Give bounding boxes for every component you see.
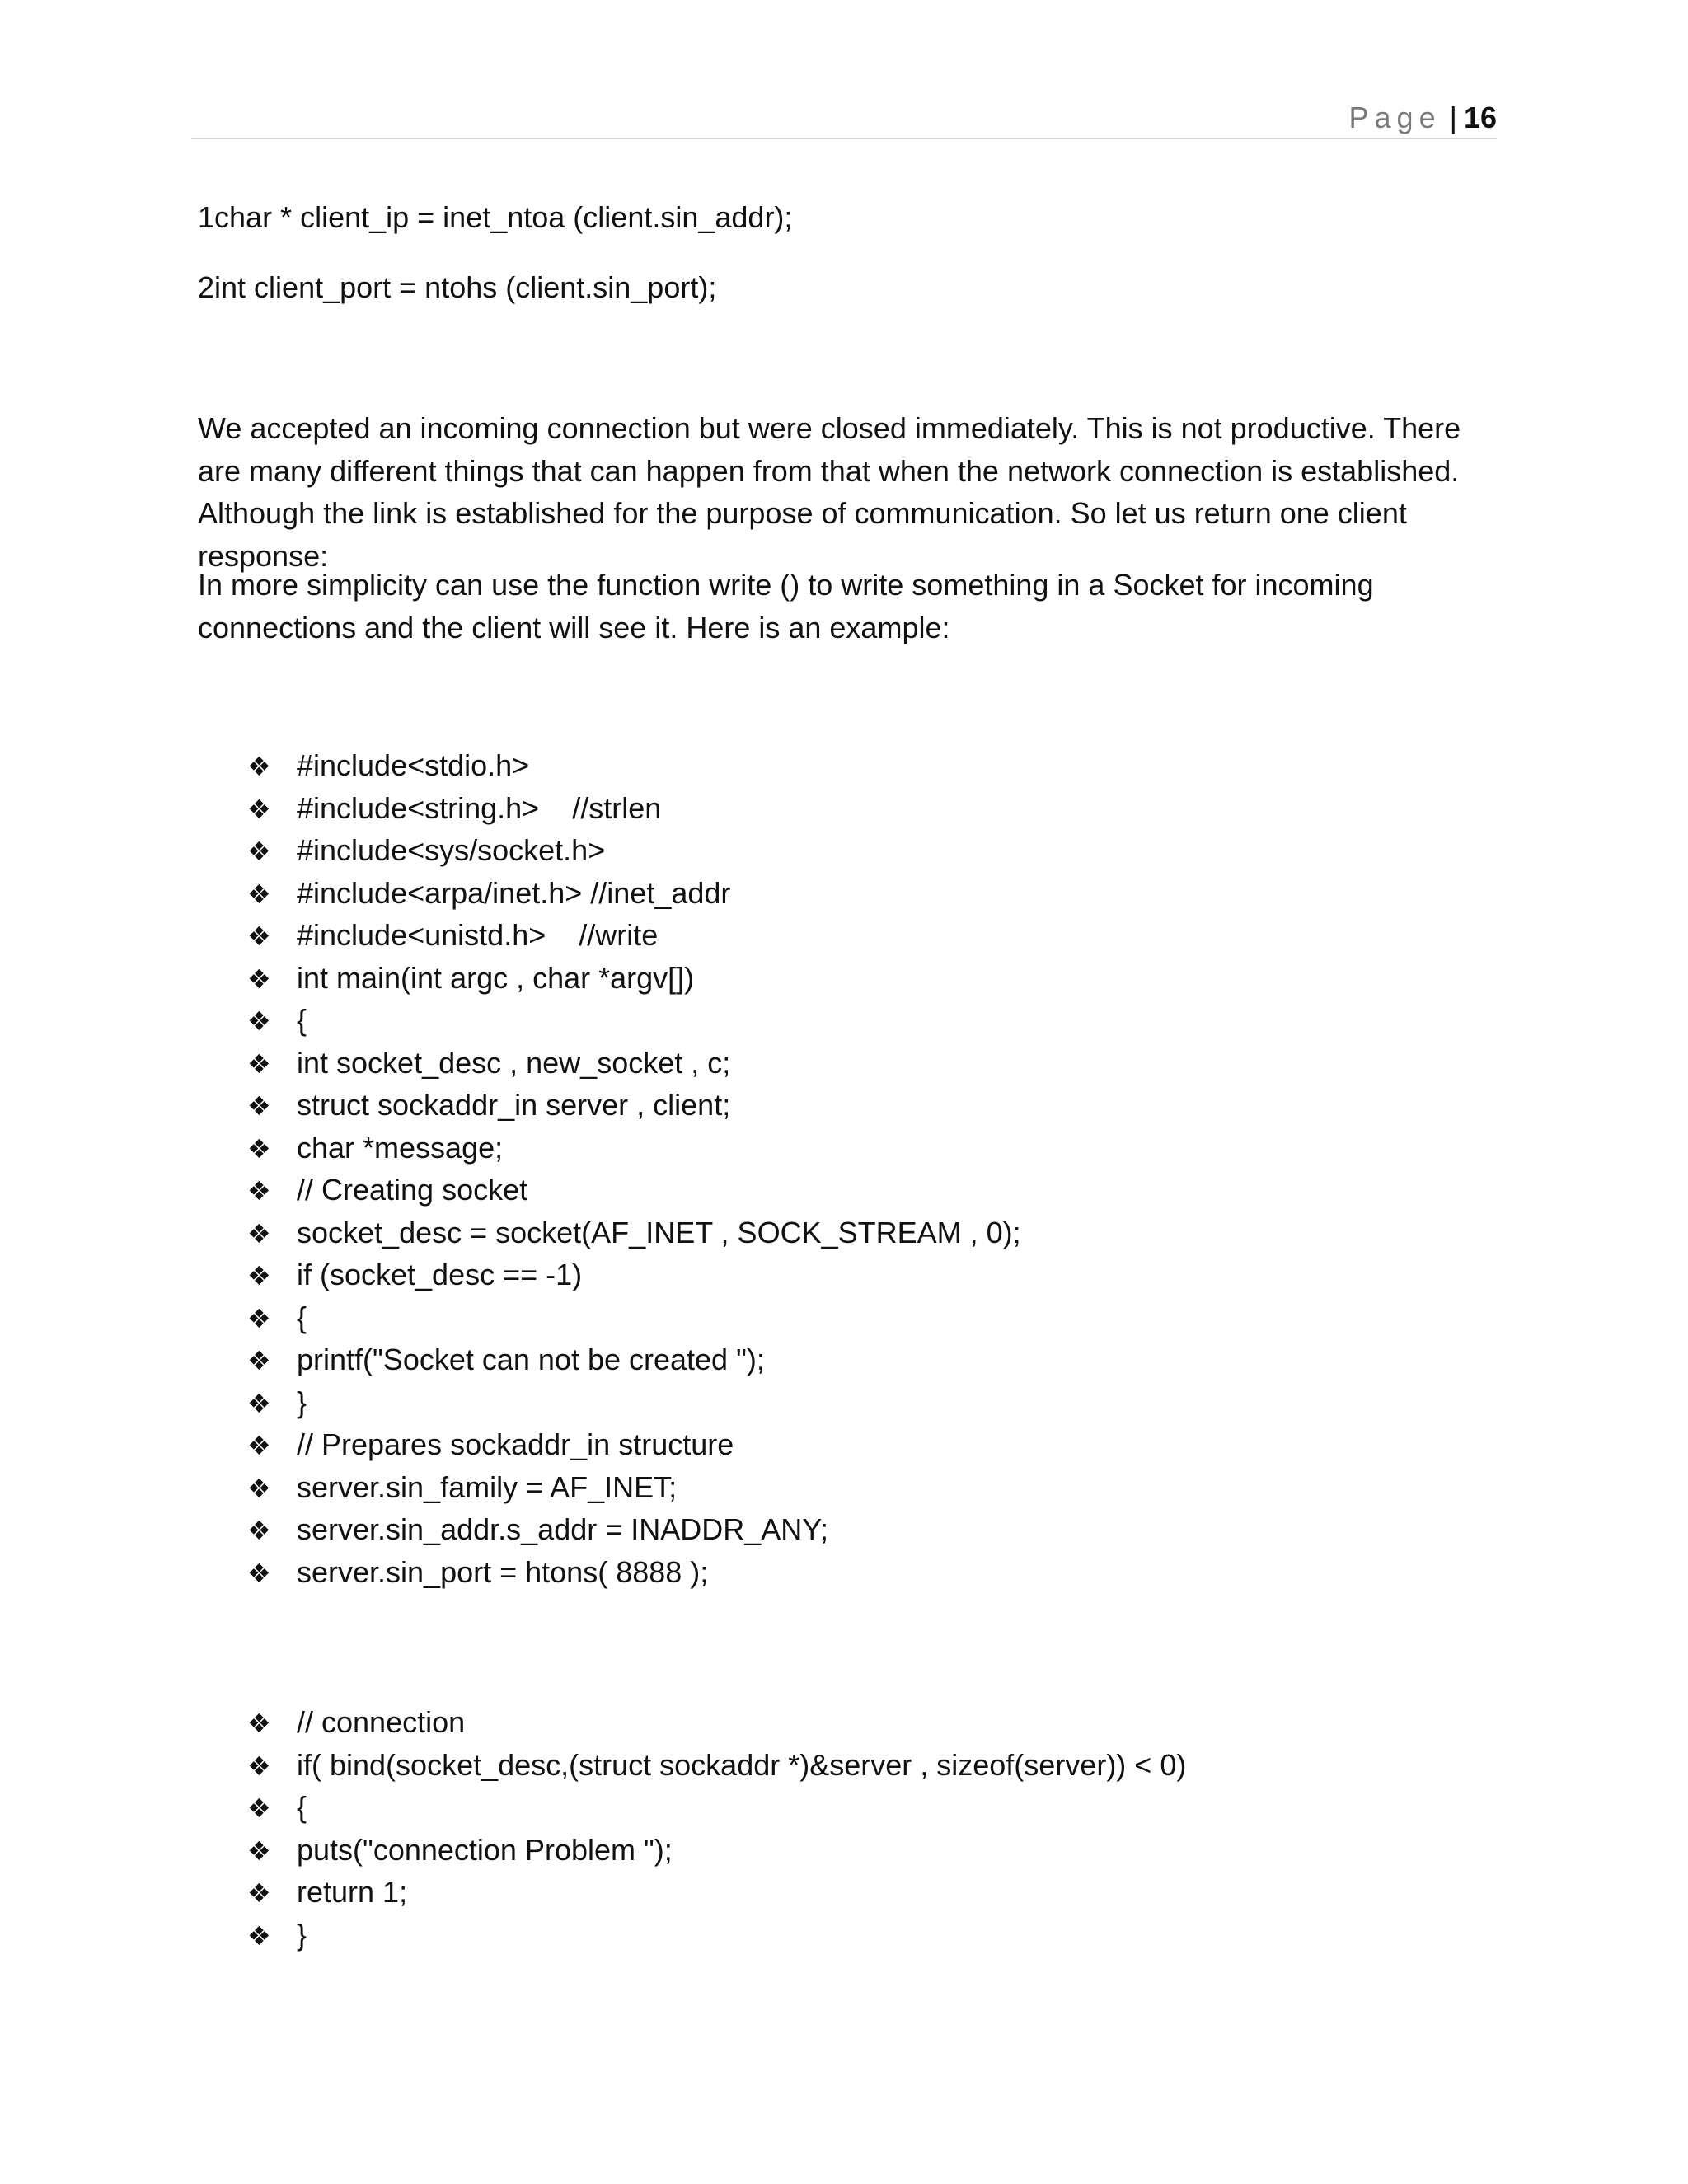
code-text: if (socket_desc == -1) [297, 1258, 583, 1291]
code-text: #include<stdio.h> [297, 748, 530, 782]
diamond-bullet-icon: ❖ [247, 963, 271, 994]
list-item [247, 1701, 1186, 1744]
list-item [247, 1042, 1021, 1085]
list-item [247, 1423, 1021, 1466]
code-text: // connection [297, 1705, 466, 1739]
list-item [247, 1084, 1021, 1127]
code-line-client-port: 2int client_port = ntohs (client.sin_port); [198, 270, 717, 304]
list-item [247, 957, 1021, 1000]
list-item [247, 1381, 1021, 1424]
list-item [247, 999, 1021, 1042]
list-item [247, 1338, 1021, 1381]
diamond-bullet-icon: ❖ [247, 1261, 271, 1291]
page-label: Page [1348, 101, 1442, 134]
code-text: char *message; [297, 1130, 504, 1165]
code-text: } [297, 1385, 307, 1419]
list-item [247, 914, 1021, 957]
code-text: socket_desc = socket(AF_INET , SOCK_STREAM , 0); [297, 1215, 1021, 1249]
code-bullet-list-2 [247, 1701, 1186, 1956]
code-text: { [297, 1003, 307, 1037]
code-text: #include<string.h> //strlen [297, 790, 662, 825]
code-line-client-ip: 1char * client_ip = inet_ntoa (client.sin_addr); [198, 200, 793, 234]
list-item [247, 787, 1021, 830]
list-item [247, 1914, 1186, 1957]
diamond-bullet-icon: ❖ [247, 1218, 271, 1249]
code-text: server.sin_family = AF_INET; [297, 1469, 678, 1504]
code-text: int main(int argc , char *argv[]) [297, 960, 695, 995]
diamond-bullet-icon: ❖ [247, 1006, 271, 1036]
list-item [247, 1254, 1021, 1296]
header-rule [191, 138, 1497, 139]
code-text: struct sockaddr_in server , client; [297, 1088, 731, 1122]
diamond-bullet-icon: ❖ [247, 1708, 271, 1738]
code-text: // Creating socket [297, 1173, 528, 1207]
code-text: return 1; [297, 1875, 408, 1909]
list-item [247, 829, 1021, 872]
diamond-bullet-icon: ❖ [247, 794, 271, 824]
code-text: printf("Socket can not be created "); [297, 1343, 765, 1376]
code-text: } [297, 1917, 307, 1952]
code-text: server.sin_port = htons( 8888 ); [297, 1554, 709, 1589]
code-text: int socket_desc , new_socket , c; [297, 1045, 731, 1080]
page-number: 16 [1463, 101, 1497, 134]
list-item [247, 1127, 1021, 1169]
diamond-bullet-icon: ❖ [247, 879, 271, 909]
code-text: // Prepares sockaddr_in structure [297, 1427, 734, 1461]
diamond-bullet-icon: ❖ [247, 1346, 271, 1376]
list-item [247, 1508, 1021, 1551]
diamond-bullet-icon: ❖ [247, 837, 271, 866]
paragraph-accepted-connection: We accepted an incoming connection but were closed immediately. This is not productive. There are many different things that can happen from that when the network connection is established. Although the link is established for the purpose of communication. So let us return one client response: [198, 411, 1461, 573]
diamond-bullet-icon: ❖ [247, 1835, 271, 1866]
paragraph-write-function: In more simplicity can use the function write () to write something in a Socket for incoming connections and the client will see it. Here is an example: [198, 568, 1374, 644]
code-text: #include<arpa/inet.h> //inet_addr [297, 875, 731, 910]
code-text: { [297, 1300, 307, 1334]
list-item [247, 1212, 1021, 1254]
diamond-bullet-icon: ❖ [247, 1558, 271, 1588]
list-item [247, 1744, 1186, 1787]
diamond-bullet-icon: ❖ [247, 1091, 271, 1121]
diamond-bullet-icon: ❖ [247, 1750, 271, 1781]
diamond-bullet-icon: ❖ [247, 1516, 271, 1545]
list-item [247, 1551, 1021, 1594]
diamond-bullet-icon: ❖ [247, 1388, 271, 1418]
page-header [1349, 97, 1497, 138]
diamond-bullet-icon: ❖ [247, 1303, 271, 1333]
list-item [247, 1871, 1186, 1914]
diamond-bullet-icon: ❖ [247, 1473, 271, 1503]
diamond-bullet-icon: ❖ [247, 1133, 271, 1164]
diamond-bullet-icon: ❖ [247, 1878, 271, 1908]
list-item [247, 1296, 1021, 1339]
diamond-bullet-icon: ❖ [247, 752, 271, 781]
diamond-bullet-icon: ❖ [247, 1176, 271, 1206]
code-text: puts("connection Problem "); [297, 1832, 673, 1867]
list-item [247, 872, 1021, 915]
code-bullet-list-1 [247, 744, 1021, 1593]
diamond-bullet-icon: ❖ [247, 1920, 271, 1951]
list-item [247, 1786, 1186, 1829]
list-item [247, 1466, 1021, 1509]
code-text: server.sin_addr.s_addr = INADDR_ANY; [297, 1512, 828, 1546]
code-text: #include<unistd.h> //write [297, 918, 659, 952]
diamond-bullet-icon: ❖ [247, 921, 271, 951]
code-text: { [297, 1790, 307, 1824]
diamond-bullet-icon: ❖ [247, 1793, 271, 1823]
page-separator: | [1449, 101, 1457, 134]
diamond-bullet-icon: ❖ [247, 1048, 271, 1079]
list-item [247, 1169, 1021, 1212]
code-text: #include<sys/socket.h> [297, 833, 606, 867]
diamond-bullet-icon: ❖ [247, 1431, 271, 1460]
list-item [247, 744, 1021, 787]
code-text: if( bind(socket_desc,(struct sockaddr *)&server , sizeof(server)) < 0) [297, 1747, 1187, 1782]
list-item [247, 1829, 1186, 1872]
